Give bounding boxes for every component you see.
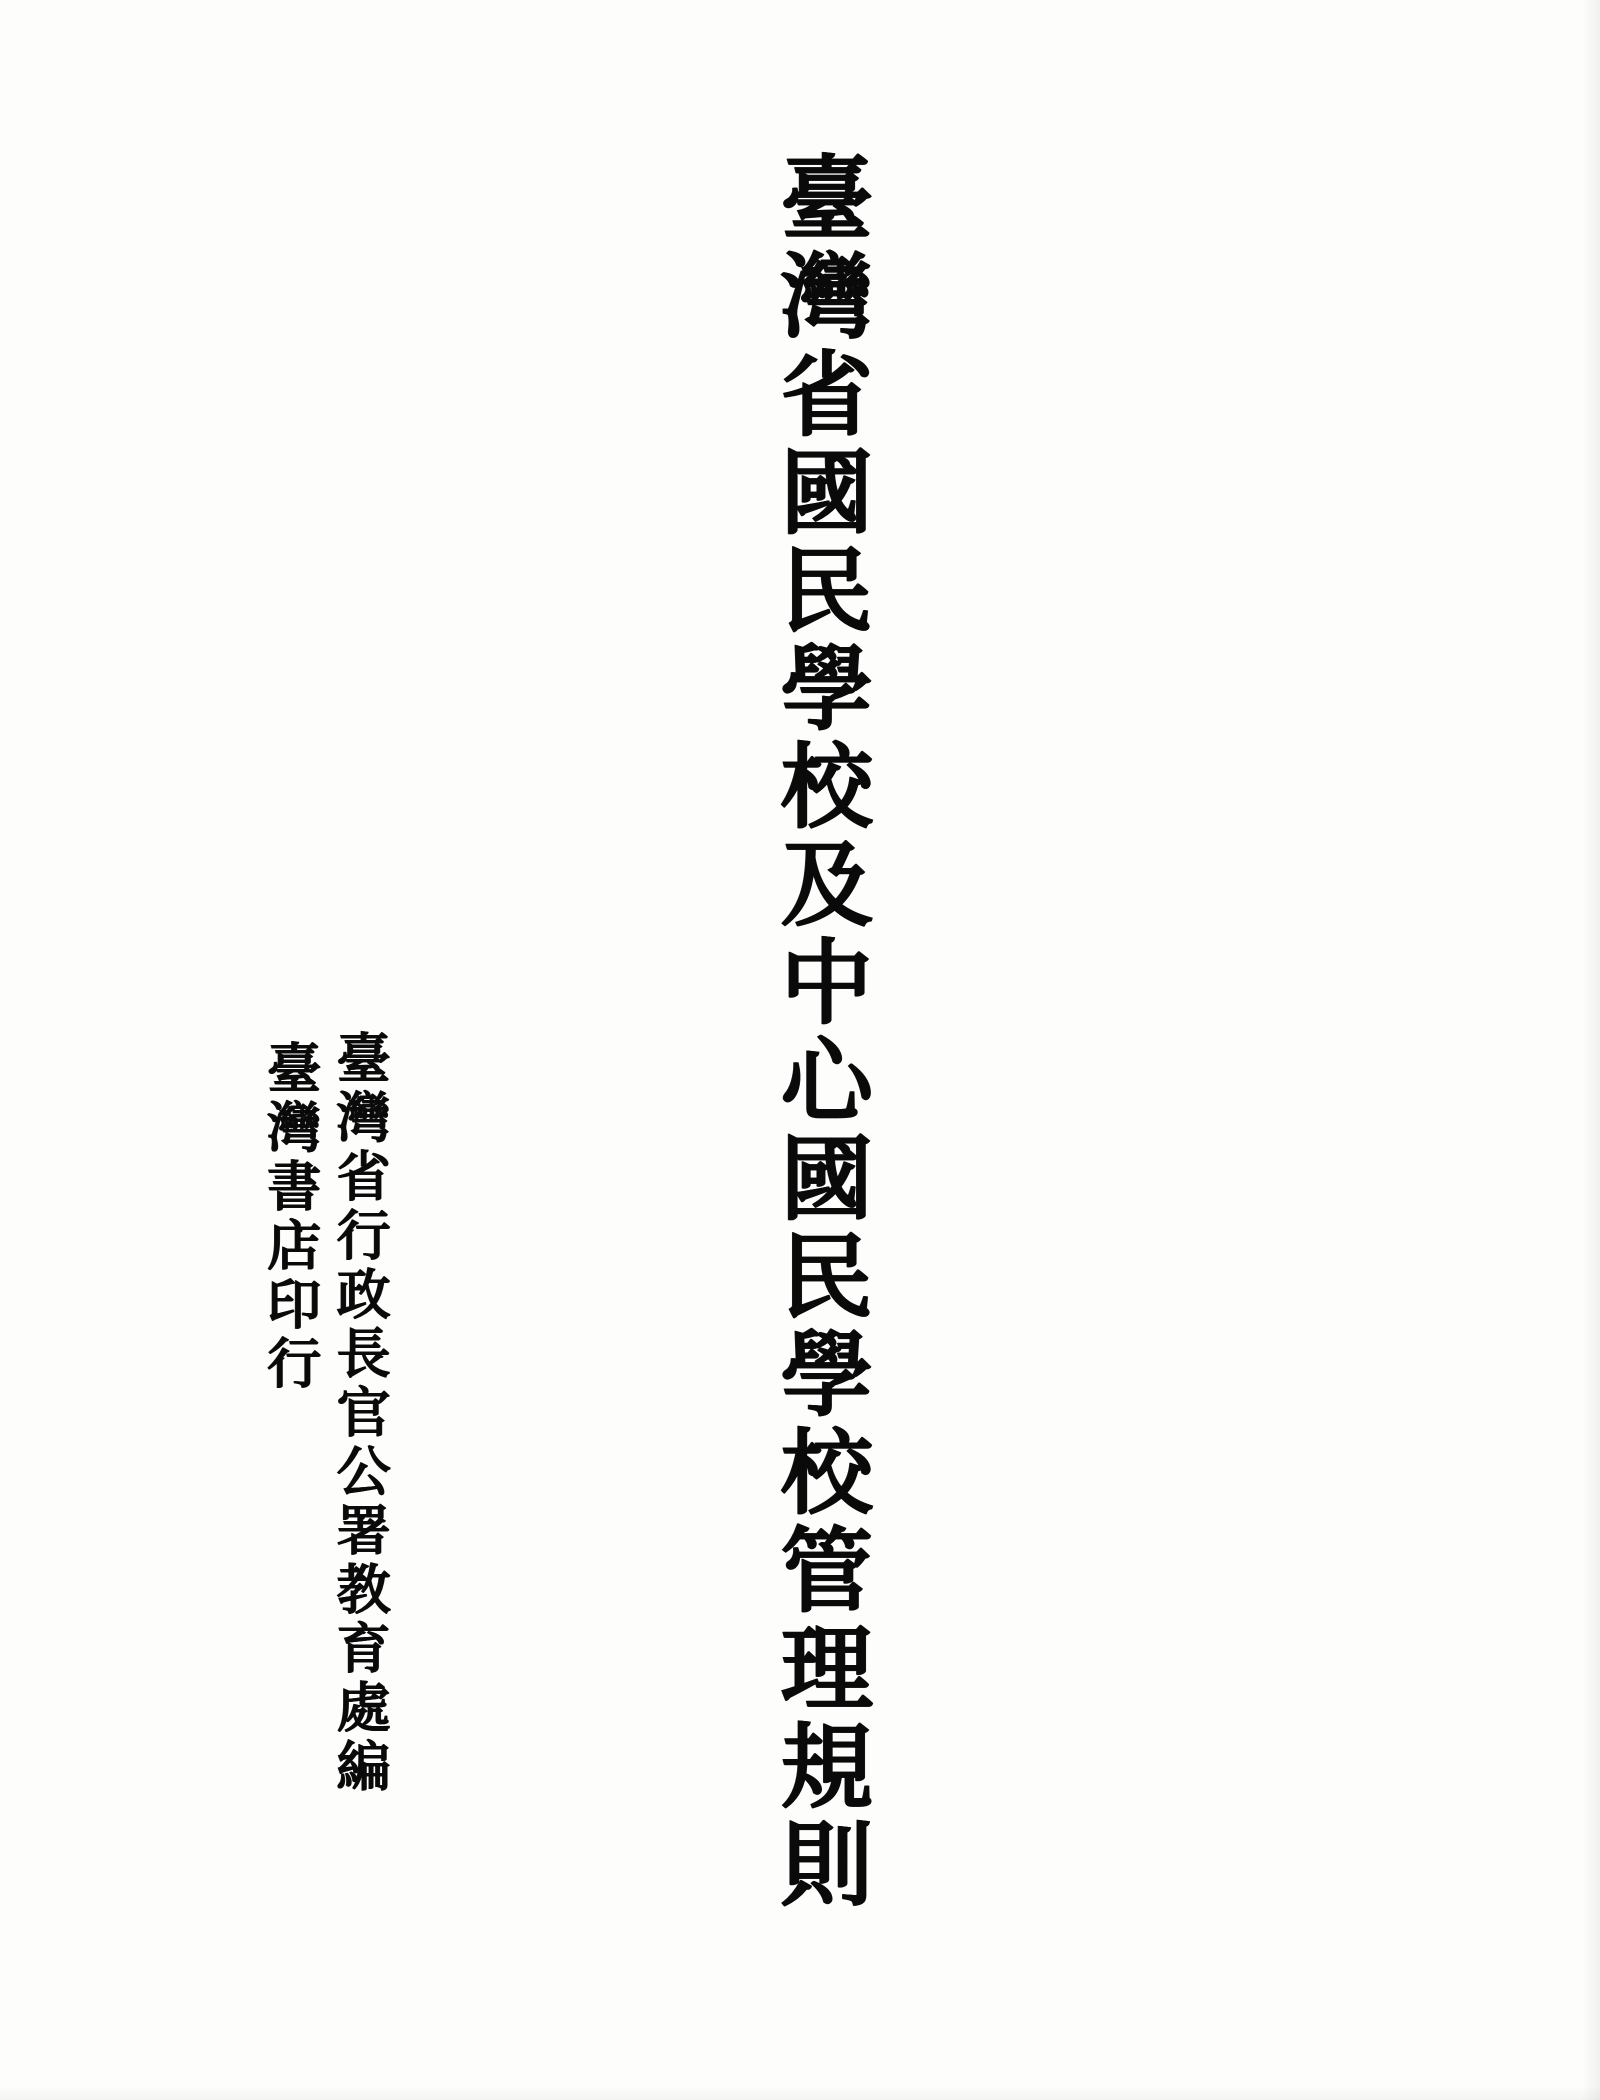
scan-edge-right: [1582, 0, 1600, 2100]
book-publisher: 臺灣書店印行: [258, 1040, 323, 1394]
scan-edge-bottom: [0, 2086, 1600, 2100]
book-editor: 臺灣省行政長官公署教育處編: [328, 1030, 393, 1797]
book-title: 臺灣省國民學校及中心國民學校管理規則: [765, 150, 874, 1914]
